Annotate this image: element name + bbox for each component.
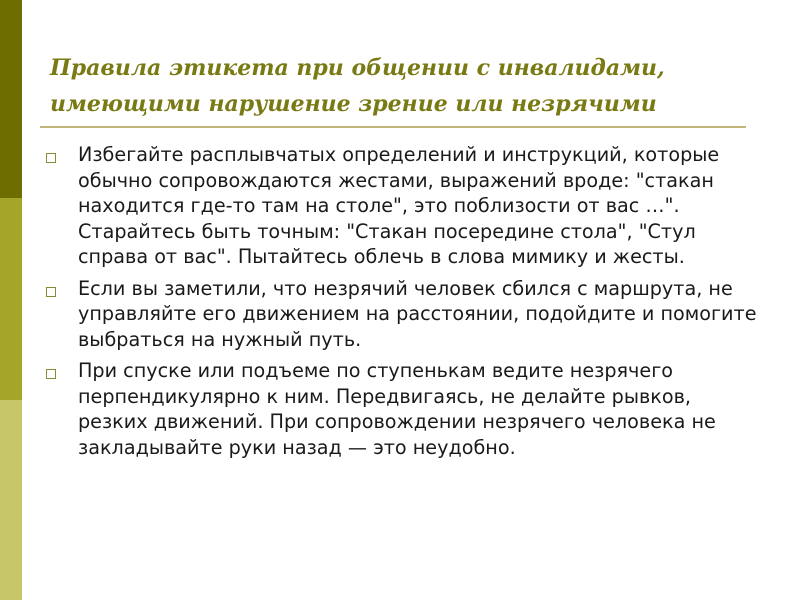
- slide-title: Правила этикета при общении с инвалидами, имеющими нарушение зрение или незрячими: [50, 55, 665, 117]
- list-item: [46, 276, 766, 353]
- list-item: [46, 358, 766, 460]
- list-item: [46, 142, 766, 270]
- decorative-sidebar: [0, 0, 22, 600]
- bullet-square-icon: [46, 366, 56, 376]
- sidebar-segment-mid: [0, 198, 22, 400]
- bullet-text: Избегайте расплывчатых определений и инструкций, которые обычно сопровождаются жестами, выражений вроде: "стакан находится где-то там на столе", это поблизости от вас …". Старайтесь быть точным: "Стакан посередине стола", "Стул справа от вас". Пытайтесь облечь в слова мимику и жесты.: [78, 143, 720, 268]
- bullet-list: [46, 142, 766, 466]
- bullet-square-icon: [46, 150, 56, 160]
- bullet-text: Если вы заметили, что незрячий человек сбился с маршрута, не управляйте его движением на расстоянии, подойдите и помогите выбраться на нужный путь.: [78, 276, 757, 351]
- bullet-text: При спуске или подъеме по ступенькам ведите незрячего перпендикулярно к ним. Передвигаясь, не делайте рывков, резких движений. При сопровождении незрячего человека не закладывайте руки назад — это неудобно.: [78, 359, 716, 459]
- sidebar-segment-light: [0, 400, 22, 600]
- sidebar-segment-dark: [0, 0, 22, 198]
- bullet-square-icon: [46, 284, 56, 294]
- title-divider: [40, 126, 746, 128]
